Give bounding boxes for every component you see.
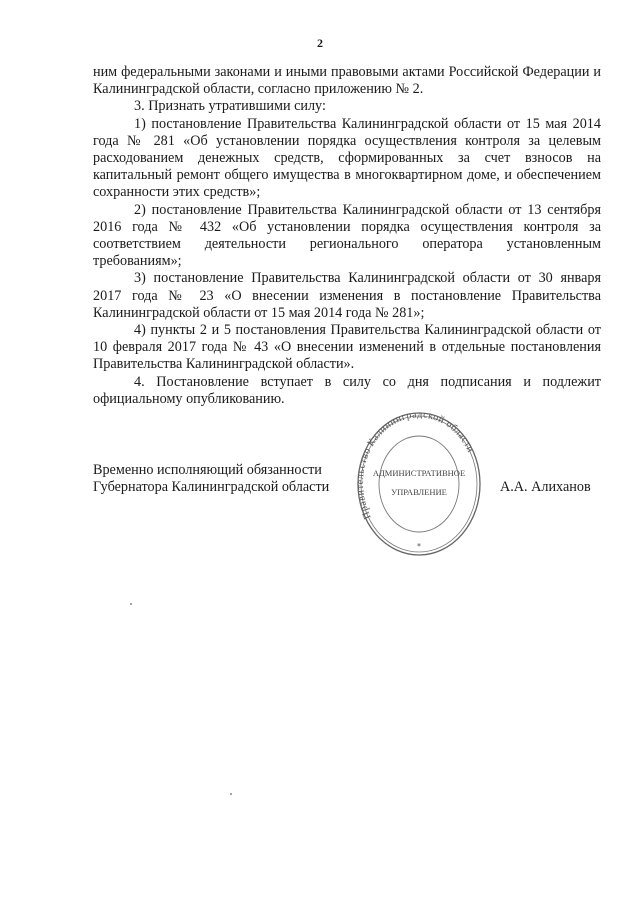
signature-position: [93, 462, 329, 496]
scan-speck: [230, 793, 232, 795]
official-seal-stamp: [355, 409, 483, 559]
page-number: 2: [317, 36, 323, 50]
paragraph-subitem-1: 1) постановление Правительства Калининградской области от 15 мая 2014 года № 281 «Об установлении порядка осуществления контроля за целевым расходованием денежных средств, сформированных за счет взносов на капитальный ремонт общего имущества в многоквартирном доме, и обеспечением сохранности этих средств»;: [93, 115, 601, 201]
signer-name: А.А. Алиханов: [500, 479, 591, 495]
paragraph-subitem-2: 2) постановление Правительства Калининградской области от 13 сентября 2016 года № 432 «Об установлении порядка осуществления контроля за соответствием деятельности регионального оператора установленным требованиям»;: [93, 201, 601, 270]
paragraph-subitem-4: 4) пункты 2 и 5 постановления Правительства Калининградской области от 10 февраля 2017 года № 43 «О внесении изменений в отдельные постановления Правительства Калининградской области».: [93, 322, 601, 373]
signature-position-line-2: Губернатора Калининградской области: [93, 479, 330, 496]
document-body: [93, 64, 601, 408]
paragraph-item-4: 4. Постановление вступает в силу со дня подписания и подлежит официальному опубликованию.: [93, 373, 601, 407]
scan-speck: [130, 603, 132, 605]
paragraph-item-3: 3. Признать утратившими силу:: [134, 98, 326, 115]
paragraph-continuation: ним федеральными законами и иными правовыми актами Российской Федерации и Калининградской области, согласно приложению № 2.: [93, 64, 601, 98]
paragraph-subitem-3: 3) постановление Правительства Калининградской области от 30 января 2017 года № 23 «О внесении изменения в постановление Правительства Калининградской области от 15 мая 2014 года № 281»;: [93, 270, 601, 321]
svg-text:*: *: [417, 542, 421, 551]
svg-text:Правительство Калининградской: Правительство Калининградской области: [355, 409, 477, 521]
svg-text:АДМИНИСТРАТИВНОЕ: АДМИНИСТРАТИВНОЕ: [372, 468, 466, 478]
signature-position-line-1: Временно исполняющий обязанности: [93, 462, 322, 478]
svg-text:УПРАВЛЕНИЕ: УПРАВЛЕНИЕ: [391, 487, 447, 497]
